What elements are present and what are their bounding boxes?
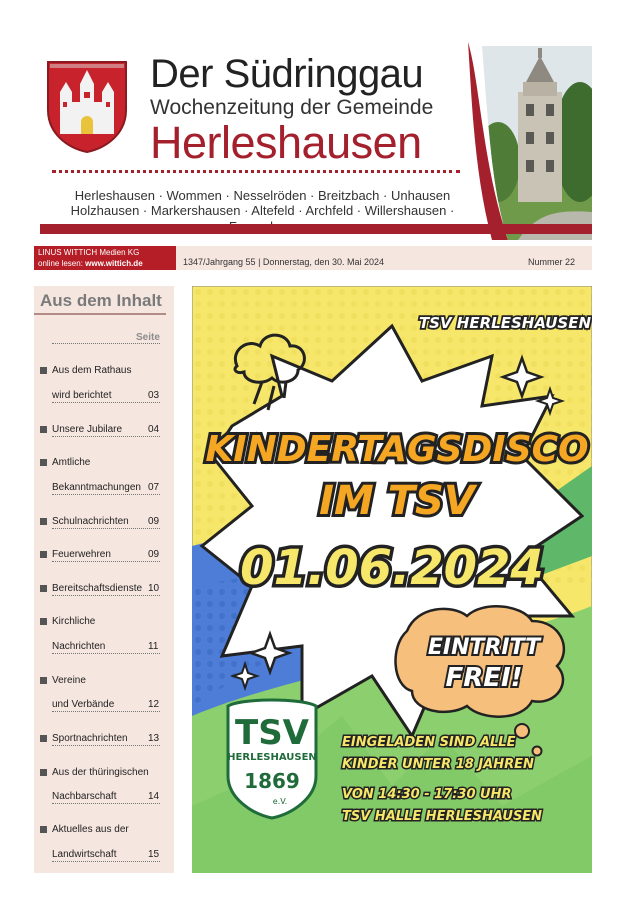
toc-item-line1[interactable]: Aus dem Rathaus bbox=[52, 365, 132, 376]
toc-item-rule bbox=[52, 436, 160, 437]
toc-item-line1[interactable]: Kirchliche bbox=[52, 616, 96, 627]
toc-bullet bbox=[40, 769, 47, 776]
poster-invite-2: KINDER UNTER 18 JAHREN bbox=[342, 757, 534, 772]
toc-item-line1[interactable]: Vereine bbox=[52, 675, 86, 686]
toc-title: Aus dem Inhalt bbox=[40, 291, 162, 310]
toc-item-page: 04 bbox=[148, 424, 160, 435]
toc-item-line2[interactable]: wird berichtet bbox=[52, 390, 112, 401]
toc-item-page: 10 bbox=[148, 583, 160, 594]
toc-item-rule bbox=[52, 561, 160, 562]
toc-item-rule bbox=[52, 745, 160, 746]
toc-bullet bbox=[40, 518, 47, 525]
poster-entry-1: EINTRITT bbox=[427, 635, 541, 660]
toc-item-line1[interactable]: Aktuelles aus der bbox=[52, 824, 129, 835]
tsv-logo-ev: e.V. bbox=[272, 797, 288, 806]
toc-item-line1[interactable]: Bereitschaftsdienste bbox=[52, 583, 143, 594]
toc-page-label: Seite bbox=[136, 332, 160, 343]
publisher-box bbox=[34, 246, 176, 270]
toc-item-page: 09 bbox=[148, 549, 160, 560]
dotted-divider bbox=[52, 170, 460, 173]
toc-item-line1[interactable]: Feuerwehren bbox=[52, 549, 111, 560]
toc-item-rule bbox=[52, 711, 160, 712]
tsv-logo-letters: TSV bbox=[235, 713, 309, 753]
toc-bullet bbox=[40, 551, 47, 558]
header-red-band bbox=[40, 224, 592, 234]
villages-line-2: Holzhausen · Markershausen · Altefeld · Archfeld · Willershausen · bbox=[70, 203, 455, 218]
poster-time: VON 14:30 - 17:30 UHR bbox=[342, 787, 512, 802]
issue-number: Nummer 22 bbox=[528, 257, 576, 267]
online-prefix: online lesen: bbox=[38, 259, 86, 268]
toc-item-page: 07 bbox=[148, 482, 160, 493]
toc-item-rule bbox=[52, 402, 160, 403]
toc-item-line2[interactable]: Nachbarschaft bbox=[52, 791, 117, 802]
toc-item-page: 12 bbox=[148, 699, 160, 710]
toc-item-rule bbox=[52, 595, 160, 596]
castle-photo bbox=[468, 42, 592, 240]
toc-bullet bbox=[40, 459, 47, 466]
toc-item-page: 14 bbox=[148, 791, 160, 802]
toc-item-rule bbox=[52, 494, 160, 495]
municipal-crest-icon bbox=[44, 58, 130, 154]
toc-item-page: 13 bbox=[148, 733, 160, 744]
toc-bullet bbox=[40, 618, 47, 625]
toc-item-page: 09 bbox=[148, 516, 160, 527]
toc-item-line2[interactable]: und Verbände bbox=[52, 699, 115, 710]
online-url-link[interactable]: www.wittich.de bbox=[85, 259, 143, 268]
town-name: Herleshausen bbox=[150, 117, 422, 168]
toc-bullet bbox=[40, 367, 47, 374]
toc-item-rule bbox=[52, 861, 160, 862]
tsv-logo-year: 1869 bbox=[244, 769, 300, 793]
poster-headline-2: IM TSV bbox=[319, 478, 475, 524]
event-poster bbox=[192, 286, 592, 873]
newspaper-title: Der Südringgau bbox=[150, 52, 424, 96]
tsv-logo-name: HERLESHAUSEN bbox=[227, 752, 317, 763]
poster-venue: TSV HALLE HERLESHAUSEN bbox=[342, 809, 543, 824]
toc-item-page: 03 bbox=[148, 390, 160, 401]
tsv-logo bbox=[227, 700, 317, 818]
newspaper-subtitle: Wochenzeitung der Gemeinde bbox=[150, 96, 434, 119]
villages-line-1: Herleshausen · Wommen · Nesselröden · Breitzbach · Unhausen bbox=[74, 188, 451, 203]
toc-item-line2[interactable]: Bekanntmachungen bbox=[52, 482, 141, 493]
toc-item-line1[interactable]: Unsere Jubilare bbox=[52, 424, 123, 435]
toc-bullet bbox=[40, 735, 47, 742]
poster-date: 01.06.2024 bbox=[240, 540, 544, 596]
toc-bullet bbox=[40, 826, 47, 833]
toc-item-line1[interactable]: Sportnachrichten bbox=[52, 733, 128, 744]
toc-item-line1[interactable]: Schulnachrichten bbox=[52, 516, 129, 527]
toc-item-rule bbox=[52, 528, 160, 529]
toc-item-rule bbox=[52, 803, 160, 804]
poster-club-name: TSV HERLESHAUSEN bbox=[418, 314, 592, 332]
poster-invite-1: EINGELADEN SIND ALLE bbox=[342, 735, 516, 750]
toc-item-page: 15 bbox=[148, 849, 160, 860]
online-read-line bbox=[38, 258, 176, 269]
issue-info: 1347/Jahrgang 55 | Donnerstag, den 30. Mai 2024 bbox=[183, 257, 384, 267]
toc-page-rule bbox=[52, 343, 160, 344]
toc-bullet bbox=[40, 585, 47, 592]
poster-headline-1: KINDERTAGSDISCO bbox=[205, 429, 589, 470]
toc-bullet bbox=[40, 426, 47, 433]
toc-item-line2[interactable]: Landwirtschaft bbox=[52, 849, 117, 860]
toc-bullet bbox=[40, 677, 47, 684]
toc-item-line1[interactable]: Amtliche bbox=[52, 457, 91, 468]
toc-item-page: 11 bbox=[148, 641, 159, 652]
poster-entry-2: FREI! bbox=[445, 663, 523, 693]
toc-title-rule bbox=[34, 313, 166, 315]
toc-item-line2[interactable]: Nachrichten bbox=[52, 641, 106, 652]
toc-item-line1[interactable]: Aus der thüringischen bbox=[52, 767, 149, 778]
publisher-name: LINUS WITTICH Medien KG bbox=[38, 248, 140, 257]
toc-item-rule bbox=[52, 653, 160, 654]
